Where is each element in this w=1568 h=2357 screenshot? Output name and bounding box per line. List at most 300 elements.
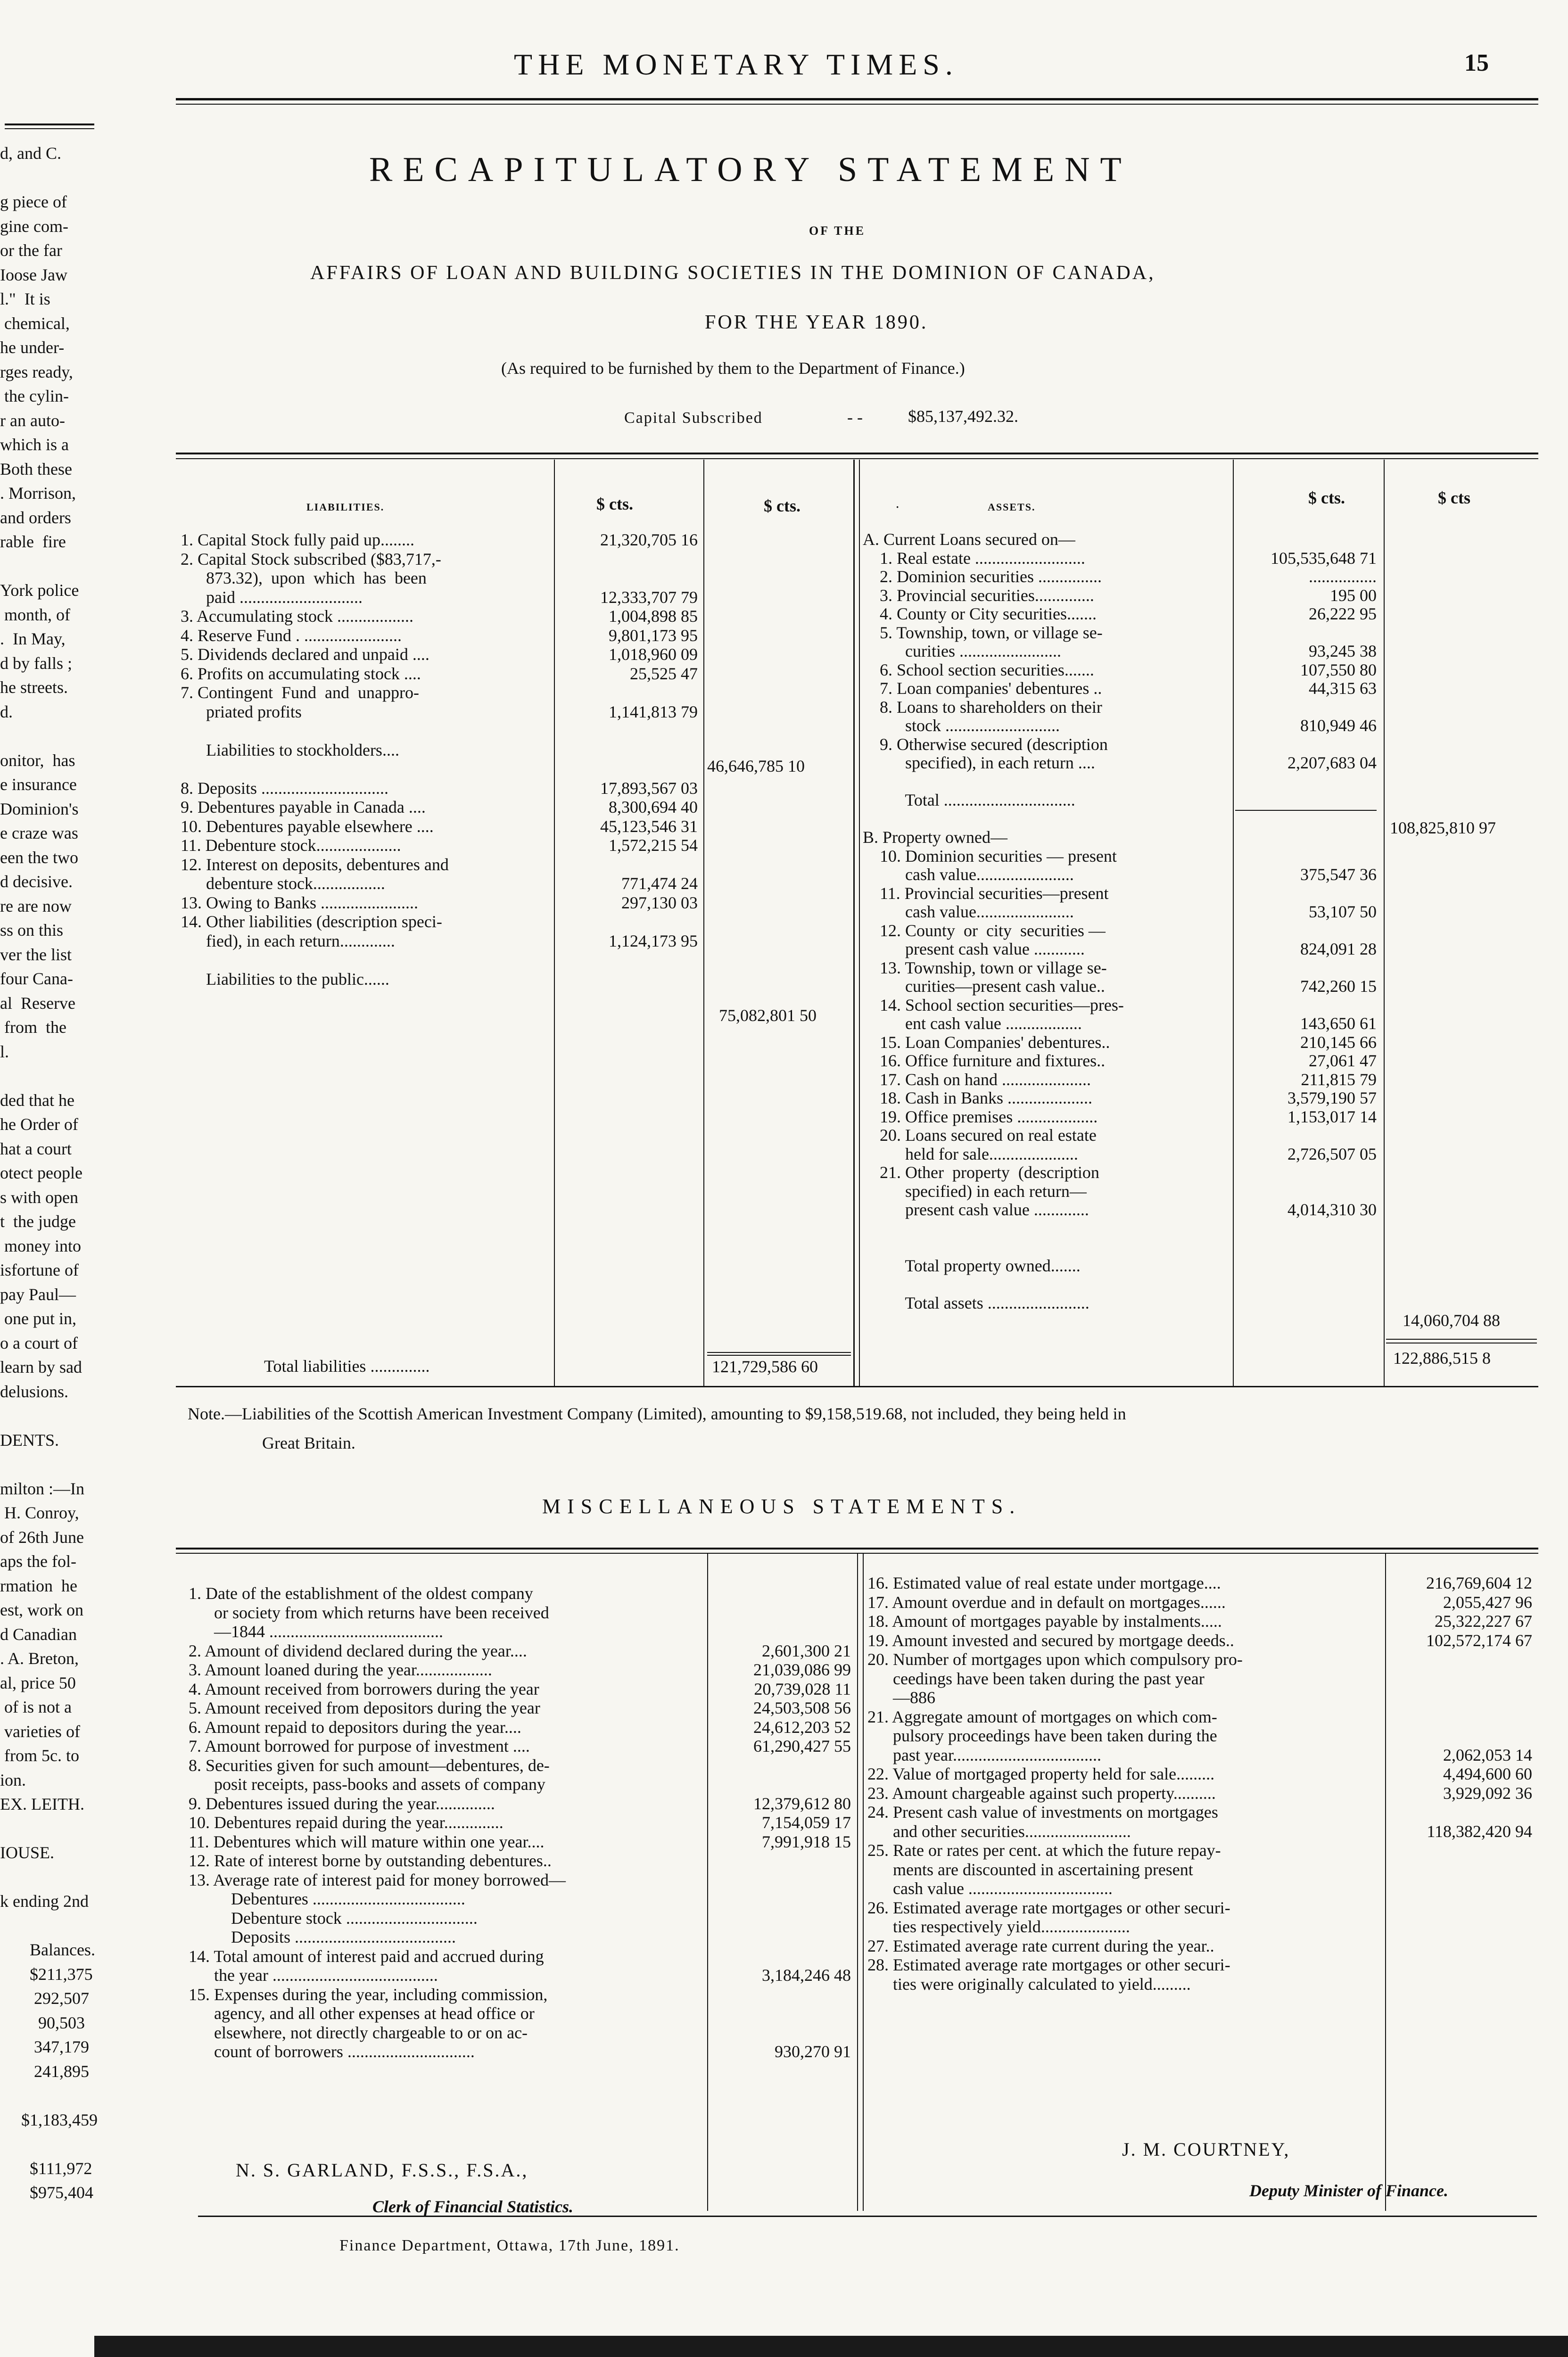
asset-value: 742,260 15 xyxy=(1300,977,1377,996)
left-column-line: Balances. xyxy=(0,1940,95,1959)
misc-left-value: 7,991,918 15 xyxy=(762,1832,851,1851)
asset-line: 17. Cash on hand ..................... xyxy=(863,1070,1091,1089)
liability-value: 1,124,173 95 xyxy=(609,931,698,950)
asset-value: 211,815 79 xyxy=(1301,1070,1377,1089)
misc-center-rule-b xyxy=(863,1554,864,2211)
left-column-line: ded that he xyxy=(0,1090,74,1110)
left-column-line: money into xyxy=(0,1236,81,1255)
liability-line: 2. Capital Stock subscribed ($83,717,- xyxy=(181,549,441,569)
liabilities-header: LIABILITIES. xyxy=(306,501,385,513)
liability-line xyxy=(181,721,553,741)
misc-right-values xyxy=(1388,1574,1532,1841)
left-column-line: isfortune of xyxy=(0,1261,79,1279)
left-column-line: d Canadian xyxy=(0,1624,77,1644)
statement-required: (As required to be furnished by them to the Department of Finance.) xyxy=(501,359,965,378)
misc-right-line: ceedings have been taken during the past year xyxy=(867,1669,1205,1688)
misc-col2-rule xyxy=(1385,1554,1386,2211)
misc-left-line: count of borrowers .............................. xyxy=(189,2042,475,2061)
assets-total-value: 122,886,515 8 xyxy=(1393,1349,1491,1368)
misc-left-value xyxy=(710,1851,851,1871)
asset-value: 2,207,683 04 xyxy=(1287,753,1377,772)
misc-title: MISCELLANEOUS STATEMENTS. xyxy=(542,1495,1022,1518)
asset-value: 375,547 36 xyxy=(1300,865,1377,884)
misc-right-line: ties were originally calculated to yield......... xyxy=(867,1974,1191,1994)
asset-value: 4,014,310 30 xyxy=(1287,1200,1377,1219)
left-column-line: IOUSE. xyxy=(0,1843,54,1862)
asset-line: present cash value ............ xyxy=(863,940,1085,958)
asset-total-rule xyxy=(1386,1339,1537,1340)
misc-right-value: 118,382,420 94 xyxy=(1427,1821,1532,1841)
liability-line: Liabilities to stockholders.... xyxy=(181,740,399,759)
liability-line: 9. Debentures payable in Canada .... xyxy=(181,798,426,816)
left-column-line: from 5c. to xyxy=(0,1746,79,1765)
asset-line: curities ........................ xyxy=(863,642,1061,660)
left-column-line: he Order of xyxy=(0,1115,78,1134)
newspaper-title: THE MONETARY TIMES. xyxy=(514,48,958,81)
misc-right-line: cash value .................................. xyxy=(867,1879,1113,1898)
liability-value xyxy=(556,550,698,569)
misc-left-value: 2,601,300 21 xyxy=(762,1641,851,1660)
left-column-line: ion. xyxy=(0,1770,26,1789)
liability-line: debenture stock................. xyxy=(181,874,385,893)
left-column-line: . Morrison, xyxy=(0,484,76,503)
left-column-line: month, of xyxy=(0,605,70,624)
asset-line: 10. Dominion securities — present xyxy=(863,846,1117,865)
asset-line: 12. County or city securities — xyxy=(863,921,1106,940)
asset-line: ent cash value .................. xyxy=(863,1014,1082,1033)
liabilities-public-total: 75,082,801 50 xyxy=(719,1006,817,1025)
liability-value: 12,333,707 79 xyxy=(600,587,698,607)
left-column-line xyxy=(0,724,98,749)
left-column-line: s with open xyxy=(0,1187,78,1207)
misc-right-line: 18. Amount of mortgages payable by instalments..... xyxy=(867,1612,1222,1631)
misc-right-line: 22. Value of mortgaged property held for sale......... xyxy=(867,1764,1215,1783)
left-column-line: l." It is xyxy=(0,289,50,308)
misc-right-lines xyxy=(867,1574,1384,1994)
left-column-line: g piece of xyxy=(0,192,67,211)
asset-line: 8. Loans to shareholders on their xyxy=(863,697,1102,717)
statement-title: RECAPITULATORY STATEMENT xyxy=(369,150,1132,189)
misc-left-value xyxy=(710,1622,851,1641)
note-line-1: Note.—Liabilities of the Scottish American Investment Company (Limited), amounting to $9,158,519.68, not included, they being held in xyxy=(188,1404,1126,1423)
left-column-line xyxy=(0,1865,98,1890)
left-column-line: d by falls ; xyxy=(0,653,72,673)
asset-line xyxy=(863,1238,1233,1257)
asset-value xyxy=(1235,791,1377,810)
misc-left-line: —1844 ......................................... xyxy=(189,1622,443,1641)
left-column-line: $111,972 xyxy=(0,2159,92,2178)
misc-left-value xyxy=(710,1756,851,1775)
misc-left-line: agency, and all other expenses at head office or xyxy=(189,2004,535,2023)
left-column-line: learn by sad xyxy=(0,1358,82,1376)
left-column-divider-2 xyxy=(5,128,94,129)
misc-col1-rule xyxy=(707,1554,708,2211)
misc-left-value xyxy=(710,1947,851,1966)
asset-line: 20. Loans secured on real estate xyxy=(863,1126,1097,1145)
misc-right-line: 21. Aggregate amount of mortgages on which com- xyxy=(867,1707,1217,1726)
misc-left-value xyxy=(710,1871,851,1890)
liability-value xyxy=(556,912,698,931)
asset-value xyxy=(1235,884,1377,903)
total-liabilities-value: 121,729,586 60 xyxy=(712,1357,818,1376)
asset-value xyxy=(1235,773,1377,791)
misc-right-value xyxy=(1388,1669,1532,1689)
left-column-line: otect people xyxy=(0,1163,83,1182)
asset-line xyxy=(863,810,1233,829)
left-column-line: he streets. xyxy=(0,678,68,697)
misc-left-value xyxy=(710,1603,851,1623)
misc-left-lines xyxy=(189,1584,705,2061)
asset-value: 44,315 63 xyxy=(1309,679,1377,698)
left-column-line: r an auto- xyxy=(0,411,65,430)
liability-line: 7. Contingent Fund and unappro- xyxy=(181,683,419,702)
page-number: 15 xyxy=(1464,49,1489,76)
liability-line: priated profits xyxy=(181,702,302,721)
liability-line: 14. Other liabilities (description speci- xyxy=(181,912,442,931)
misc-left-value: 930,270 91 xyxy=(775,2042,851,2061)
liability-line xyxy=(181,950,553,970)
misc-right-line: —886 xyxy=(867,1688,935,1707)
left-column-line: rable fire xyxy=(0,532,66,551)
asset-line: 19. Office premises ................... xyxy=(863,1107,1098,1126)
liability-value xyxy=(556,759,698,779)
asset-line: 2. Dominion securities ............... xyxy=(863,567,1102,586)
misc-right-line: 25. Rate or rates per cent. at which the future repay- xyxy=(867,1841,1221,1860)
asset-line: B. Property owned— xyxy=(863,828,1007,847)
left-column-line: DENTS. xyxy=(0,1430,59,1450)
left-column-line: Ioose Jaw xyxy=(0,265,67,284)
misc-left-line: Deposits ...................................... xyxy=(189,1928,456,1946)
asset-line xyxy=(863,1220,1233,1238)
misc-left-line: 2. Amount of dividend declared during the year.... xyxy=(189,1641,527,1660)
left-column-line: . A. Breton, xyxy=(0,1649,79,1668)
asset-line: 4. County or City securities....... xyxy=(863,604,1097,623)
liability-value xyxy=(556,855,698,874)
misc-left-line: 7. Amount borrowed for purpose of investment .... xyxy=(189,1737,530,1755)
left-column-line: een the two xyxy=(0,848,78,867)
liability-line: 5. Dividends declared and unpaid .... xyxy=(181,645,429,664)
left-column-line: onitor, has xyxy=(0,750,75,770)
misc-left-line: 13. Average rate of interest paid for money borrowed— xyxy=(189,1870,566,1889)
asset-line: 21. Other property (description xyxy=(863,1163,1099,1182)
asset-value: 1,153,017 14 xyxy=(1287,1107,1377,1126)
liability-line: 13. Owing to Banks ....................... xyxy=(181,893,418,912)
asset-value xyxy=(1235,698,1377,717)
liability-line: 8. Deposits .............................. xyxy=(181,778,388,798)
left-column-line: EX. LEITH. xyxy=(0,1795,84,1813)
asset-value: 93,245 38 xyxy=(1309,642,1377,660)
asset-subtotal-rule xyxy=(1235,810,1377,811)
left-column-line: which is a xyxy=(0,435,69,454)
left-column-line: t the judge xyxy=(0,1212,76,1231)
capital-subscribed-value: $85,137,492.32. xyxy=(908,407,1018,426)
asset-line: cash value....................... xyxy=(863,865,1074,884)
left-column-line: the cylin- xyxy=(0,387,69,405)
misc-left-value xyxy=(710,1889,851,1909)
asset-line: 15. Loan Companies' debentures.. xyxy=(863,1032,1110,1052)
asset-value xyxy=(1235,735,1377,754)
left-column-line xyxy=(0,1404,98,1428)
misc-left-line: 10. Debentures repaid during the year.............. xyxy=(189,1813,503,1832)
asset-value: 27,061 47 xyxy=(1309,1051,1377,1070)
misc-left-value: 7,154,059 17 xyxy=(762,1813,851,1832)
liability-line: 4. Reserve Fund . ....................... xyxy=(181,626,402,645)
misc-right-line: 26. Estimated average rate mortgages or other securi- xyxy=(867,1898,1230,1917)
liability-value xyxy=(556,721,698,741)
left-column-line: d. xyxy=(0,702,13,721)
left-column-line: from the xyxy=(0,1018,66,1037)
misc-left-line: 11. Debentures which will mature within one year.... xyxy=(189,1832,545,1851)
asset-line xyxy=(863,773,1233,791)
asset-line: Total assets ........................ xyxy=(863,1293,1089,1312)
misc-right-line: and other securities......................... xyxy=(867,1821,1131,1841)
left-column-line: pay Paul— xyxy=(0,1285,76,1304)
left-column-line: 292,507 xyxy=(0,1989,89,2008)
misc-right-value: 4,494,600 60 xyxy=(1443,1764,1532,1783)
left-column-line: Both these xyxy=(0,459,72,478)
asset-col1-header: $ cts. xyxy=(1308,488,1345,507)
asset-value xyxy=(1235,624,1377,643)
misc-right-line: 23. Amount chargeable against such property.......... xyxy=(867,1783,1216,1803)
liability-value: 25,525 47 xyxy=(630,664,698,683)
liability-value xyxy=(556,683,698,702)
misc-right-value: 25,322,227 67 xyxy=(1435,1612,1532,1631)
left-column-line: $975,404 xyxy=(0,2183,93,2202)
liabilities-values xyxy=(556,530,698,950)
assets-property-total: 14,060,704 88 xyxy=(1403,1311,1500,1330)
left-column-line: . In May, xyxy=(0,629,66,648)
liability-value: 9,801,173 95 xyxy=(609,626,698,645)
misc-left-value xyxy=(710,2023,851,2043)
asset-line: specified) in each return— xyxy=(863,1181,1087,1201)
misc-left-line: 6. Amount repaid to depositors during the year.... xyxy=(189,1717,521,1737)
misc-right-value: 102,572,174 67 xyxy=(1426,1631,1532,1650)
asset-col2-header: $ cts xyxy=(1438,488,1470,507)
liability-value: 297,130 03 xyxy=(621,893,698,912)
misc-left-line: 9. Debentures issued during the year.............. xyxy=(189,1794,495,1813)
misc-right-value xyxy=(1388,1707,1532,1727)
liability-value: 1,004,898 85 xyxy=(609,607,698,626)
left-column-line: e insurance xyxy=(0,775,77,794)
misc-left-line: 8. Securities given for such amount—debentures, de- xyxy=(189,1755,550,1775)
liab-col2-rule xyxy=(703,460,704,1386)
liability-value: 17,893,567 03 xyxy=(600,778,698,798)
misc-right-line: past year................................... xyxy=(867,1745,1101,1764)
table-top-rule xyxy=(176,453,1538,454)
asset-value: 210,145 66 xyxy=(1300,1032,1377,1052)
asset-value: 26,222 95 xyxy=(1309,604,1377,623)
total-liabilities-label: Total liabilities .............. xyxy=(264,1357,430,1376)
asset-value xyxy=(1235,922,1377,940)
misc-left-line: 5. Amount received from depositors during the year xyxy=(189,1698,540,1717)
assets-header-bullet: · xyxy=(896,501,900,513)
misc-left-line: 14. Total amount of interest paid and accrued during xyxy=(189,1946,544,1966)
misc-center-rule-a xyxy=(857,1554,858,2211)
left-column-line: gine com- xyxy=(0,216,68,236)
left-column-line: of is not a xyxy=(0,1698,72,1716)
left-column-line: 241,895 xyxy=(0,2061,89,2081)
asset-value: ................ xyxy=(1309,567,1377,586)
misc-right-line: 24. Present cash value of investments on mortgages xyxy=(867,1803,1218,1821)
misc-left-value: 21,039,086 99 xyxy=(753,1660,851,1679)
left-column-line: l. xyxy=(0,1042,9,1061)
asset-value: 824,091 28 xyxy=(1300,940,1377,958)
misc-right-value xyxy=(1388,1650,1532,1669)
left-column-line: he under- xyxy=(0,338,65,357)
misc-left-value: 24,612,203 52 xyxy=(753,1717,851,1737)
asset-value xyxy=(1235,828,1377,847)
capital-subscribed-label: Capital Subscribed xyxy=(624,409,763,427)
misc-right-value xyxy=(1388,1688,1532,1707)
asset-line: 3. Provincial securities.............. xyxy=(863,585,1094,605)
asset-line: 9. Otherwise secured (description xyxy=(863,734,1108,754)
asset-value xyxy=(1235,1182,1377,1201)
liability-value: 1,572,215 54 xyxy=(609,836,698,855)
left-column-line: $1,183,459 xyxy=(0,2110,98,2129)
liability-value: 1,018,960 09 xyxy=(609,645,698,664)
misc-left-value: 12,379,612 80 xyxy=(753,1794,851,1813)
asset-col1-rule xyxy=(1233,460,1234,1386)
signature-right-title: Deputy Minister of Finance. xyxy=(1249,2181,1449,2200)
asset-line: 1. Real estate .......................... xyxy=(863,548,1085,568)
asset-col2-rule xyxy=(1384,460,1385,1386)
left-column-line: o a court of xyxy=(0,1333,78,1352)
misc-right-value: 216,769,604 12 xyxy=(1426,1574,1532,1592)
misc-right-value xyxy=(1388,1726,1532,1746)
misc-right-value xyxy=(1388,1803,1532,1822)
left-column-line: York police xyxy=(0,581,79,600)
liability-line: 12. Interest on deposits, debentures and xyxy=(181,855,449,874)
misc-right-line: 28. Estimated average rate mortgages or other securi- xyxy=(867,1955,1230,1974)
left-column-line: al, price 50 xyxy=(0,1673,76,1692)
liability-value: 1,141,813 79 xyxy=(609,702,698,721)
liability-line: 10. Debentures payable elsewhere .... xyxy=(181,816,434,836)
asset-value: 2,726,507 05 xyxy=(1287,1144,1377,1163)
misc-left-line: the year ....................................... xyxy=(189,1966,438,1985)
misc-left-value xyxy=(710,2004,851,2023)
asset-line: 16. Office furniture and fixtures.. xyxy=(863,1051,1106,1070)
misc-right-line: 20. Number of mortgages upon which compulsory pro- xyxy=(867,1650,1243,1669)
left-column-line xyxy=(0,166,98,190)
asset-value xyxy=(1235,810,1377,829)
asset-line: 11. Provincial securities—present xyxy=(863,883,1109,903)
asset-line: 5. Township, town, or village se- xyxy=(863,623,1103,642)
left-column-line: of 26th June xyxy=(0,1527,84,1547)
left-column-line: one put in, xyxy=(0,1309,76,1328)
asset-line: 14. School section securities—pres- xyxy=(863,995,1124,1014)
asset-line: 13. Township, town or village se- xyxy=(863,958,1107,977)
asset-line xyxy=(863,1275,1233,1294)
misc-right-line: pulsory proceedings have been taken during the xyxy=(867,1726,1217,1745)
liab-total-rule-2 xyxy=(707,1355,851,1356)
asset-line: curities—present cash value.. xyxy=(863,977,1105,996)
left-column-line xyxy=(0,2084,98,2108)
misc-right-line: ments are discounted in ascertaining present xyxy=(867,1860,1193,1879)
misc-left-line: 12. Rate of interest borne by outstanding debentures.. xyxy=(189,1851,552,1870)
statement-of-the: OF THE xyxy=(809,224,866,238)
left-column-line: delusions. xyxy=(0,1382,69,1401)
left-column-line: four Cana- xyxy=(0,969,73,988)
misc-left-value xyxy=(710,1775,851,1794)
assets-lines xyxy=(863,530,1233,1312)
misc-right-line: 19. Amount invested and secured by mortgage deeds.. xyxy=(867,1631,1234,1650)
signature-right-name: J. M. COURTNEY, xyxy=(1122,2139,1290,2160)
misc-left-value: 24,503,508 56 xyxy=(753,1698,851,1717)
misc-right-line: ties respectively yield..................... xyxy=(867,1917,1130,1936)
left-column-line xyxy=(0,1064,98,1088)
left-column-line: ss on this xyxy=(0,921,64,940)
asset-line: A. Current Loans secured on— xyxy=(863,530,1075,549)
misc-right-value: 2,055,427 96 xyxy=(1443,1592,1532,1612)
misc-left-line: Debentures .................................... xyxy=(189,1889,465,1908)
liab-total-rule xyxy=(707,1352,851,1353)
left-column-line xyxy=(0,1452,98,1477)
misc-left-value: 20,739,028 11 xyxy=(754,1679,851,1698)
left-column-line: al Reserve xyxy=(0,993,75,1013)
liab-col2-header: $ cts. xyxy=(764,496,801,515)
table-top-rule-2 xyxy=(176,458,1538,459)
left-column-text xyxy=(0,141,98,2205)
asset-value xyxy=(1235,1163,1377,1182)
signature-left-name: N. S. GARLAND, F.S.S., F.S.A., xyxy=(236,2159,528,2181)
misc-right-value: 3,929,092 36 xyxy=(1443,1783,1532,1803)
asset-value xyxy=(1235,959,1377,978)
misc-left-line: 3. Amount loaned during the year.................. xyxy=(189,1660,492,1679)
misc-left-line: Debenture stock ............................... xyxy=(189,1908,478,1928)
misc-left-line: 15. Expenses during the year, including commission, xyxy=(189,1985,548,2004)
asset-value xyxy=(1235,1126,1377,1145)
assets-header: ASSETS. xyxy=(988,501,1036,513)
dateline: Finance Department, Ottawa, 17th June, 1891. xyxy=(339,2237,680,2254)
left-column-line: chemical, xyxy=(0,313,70,333)
asset-line: 7. Loan companies' debentures .. xyxy=(863,679,1102,698)
liability-line: 11. Debenture stock.................... xyxy=(181,836,401,855)
left-column-line xyxy=(0,2132,98,2157)
misc-left-value: 3,184,246 48 xyxy=(762,1966,851,1985)
asset-line: Total property owned....... xyxy=(863,1256,1081,1275)
assets-current-total: 108,825,810 97 xyxy=(1390,818,1496,837)
asset-value: 143,650 61 xyxy=(1300,1014,1377,1033)
left-column xyxy=(0,141,98,2202)
note-line-2: Great Britain. xyxy=(262,1434,355,1452)
left-column-line: k ending 2nd xyxy=(0,1892,89,1911)
left-column-line: Dominion's xyxy=(0,799,79,818)
left-column-line: $211,375 xyxy=(0,1964,93,1984)
left-column-line: milton :—In xyxy=(0,1479,84,1498)
left-column-line: ver the list xyxy=(0,945,72,964)
misc-left-line: or society from which returns have been received xyxy=(189,1603,549,1622)
misc-top-rule xyxy=(176,1548,1538,1549)
liability-value: 45,123,546 31 xyxy=(600,816,698,836)
page-bottom-edge xyxy=(94,2336,1568,2357)
signature-left-title: Clerk of Financial Statistics. xyxy=(372,2197,574,2216)
left-column-line: H. Conroy, xyxy=(0,1503,79,1522)
liability-line: paid ............................. xyxy=(181,587,363,607)
misc-left-value xyxy=(710,1985,851,2004)
asset-value: 195 00 xyxy=(1330,585,1377,605)
left-column-line: re are now xyxy=(0,896,72,915)
liability-value: 771,474 24 xyxy=(621,874,698,893)
left-column-line: hat a court xyxy=(0,1139,72,1158)
misc-right-value: 2,062,053 14 xyxy=(1443,1745,1532,1764)
left-column-line: or the far xyxy=(0,241,62,260)
misc-left-value xyxy=(710,1584,851,1603)
asset-value: 3,579,190 57 xyxy=(1287,1088,1377,1107)
header-rule xyxy=(176,98,1538,100)
asset-line: 6. School section securities....... xyxy=(863,660,1094,679)
assets-values xyxy=(1235,530,1377,1220)
liability-line: 1. Capital Stock fully paid up........ xyxy=(181,530,414,549)
